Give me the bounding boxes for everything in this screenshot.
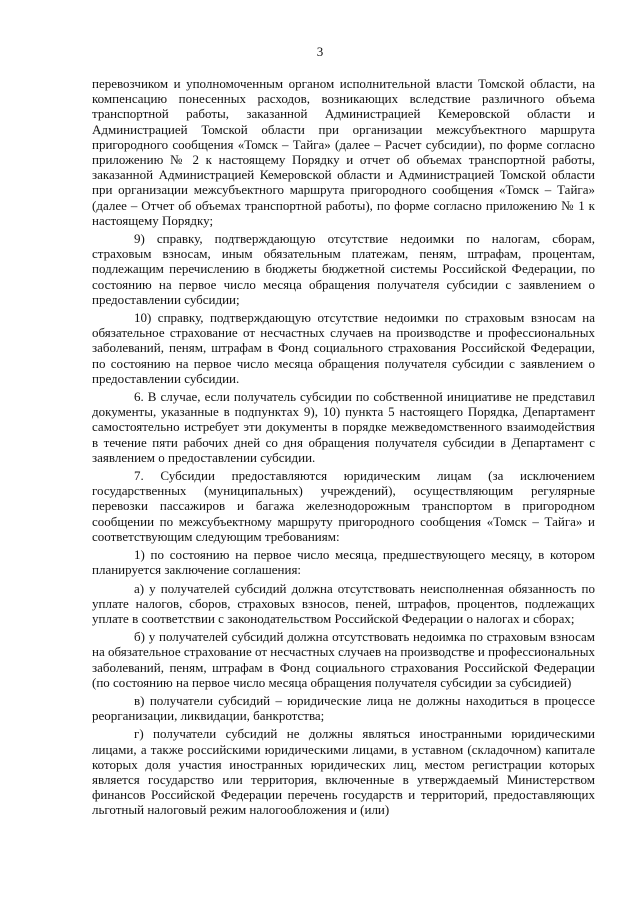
paragraph-item-9: 9) справку, подтверждающую отсутствие недоимки по налогам, сборам, страховым взносам, иным обязательным платежам, пеням, штрафам, процентам, подлежащим перечислению в бюджеты бюджетной системы Российской Федерации, по состоянию на первое число месяца обращения получателя субсидии с заявлением о предоставлении субсидии; xyxy=(92,231,595,307)
paragraph-clause-7: 7. Субсидии предоставляются юридическим лицам (за исключением государственных (муниципальных) учреждений), осуществляющим регулярные перевозки пассажиров и багажа железнодорожным транспортом в пригородном сообщении по межсубъектному маршруту пригородного сообщения «Томск – Тайга» и соответствующим следующим требованиям: xyxy=(92,468,595,544)
paragraph-item-b: б) у получателей субсидий должна отсутствовать недоимка по страховым взносам на обязательное страхование от несчастных случаев на производстве и профессиональных заболеваний, пеням, штрафам в Фонд социального страхования Российской Федерации (по состоянию на первое число месяца обращения получателя субсидии за субсидией) xyxy=(92,629,595,690)
page-number: 3 xyxy=(316,44,324,59)
paragraph-item-10: 10) справку, подтверждающую отсутствие недоимки по страховым взносам на обязательное страхование от несчастных случаев на производстве и профессиональных заболеваний, пеням, штрафам в Фонд социального страхования Российской Федерации, по состоянию на первое число месяца обращения получателя субсидии с заявлением о предоставлении субсидии. xyxy=(92,310,595,386)
document-body xyxy=(92,76,595,821)
paragraph-item-v: в) получатели субсидий – юридические лица не должны находиться в процессе реорганизации, ликвидации, банкротства; xyxy=(92,692,595,724)
paragraph-continuation: перевозчиком и уполномоченным органом исполнительной власти Томской области, на компенсацию понесенных расходов, возникающих вследствие различного объема транспортной работы, заказанной Администрацией Кемеровской области и Администрацией Томской области при организации межсубъектного маршрута пригородного сообщения «Томск – Тайга» (далее – Расчет субсидии), по форме согласно приложению № 2 к настоящему Порядку и отчет об объемах транспортной работы, заказанной Администрацией Кемеровской области и Администрацией Томской области при организации межсубъектного маршрута пригородного сообщения «Томск – Тайга» (далее – Отчет об объемах транспортной работы), по форме согласно приложению № 1 к настоящему Порядку; xyxy=(92,76,595,228)
paragraph-item-a: а) у получателей субсидий должна отсутствовать неисполненная обязанность по уплате налогов, сборов, страховых взносов, пеней, штрафов, процентов, подлежащих уплате в соответствии с законодательством Российской Федерации о налогах и сборах; xyxy=(92,580,595,626)
paragraph-item-1: 1) по состоянию на первое число месяца, предшествующего месяцу, в котором планируется заключение соглашения: xyxy=(92,547,595,578)
paragraph-clause-6: 6. В случае, если получатель субсидии по собственной инициативе не представил документы, указанные в подпунктах 9), 10) пункта 5 настоящего Порядка, Департамент самостоятельно истребует эти документы в порядке межведомственного взаимодействия в течение пяти рабочих дней со дня обращения получателя субсидии в Департамент с заявлением о предоставлении субсидии. xyxy=(92,389,595,465)
paragraph-item-g: г) получатели субсидий не должны являться иностранными юридическими лицами, а также российскими юридическими лицами, в уставном (складочном) капитале которых доля участия иностранных юридических лиц, местом регистрации которых является государство или территория, включенные в утверждаемый Министерством финансов Российской Федерации перечень государств и территорий, предоставляющих льготный налоговый режим налогообложения и (или) xyxy=(92,726,595,818)
